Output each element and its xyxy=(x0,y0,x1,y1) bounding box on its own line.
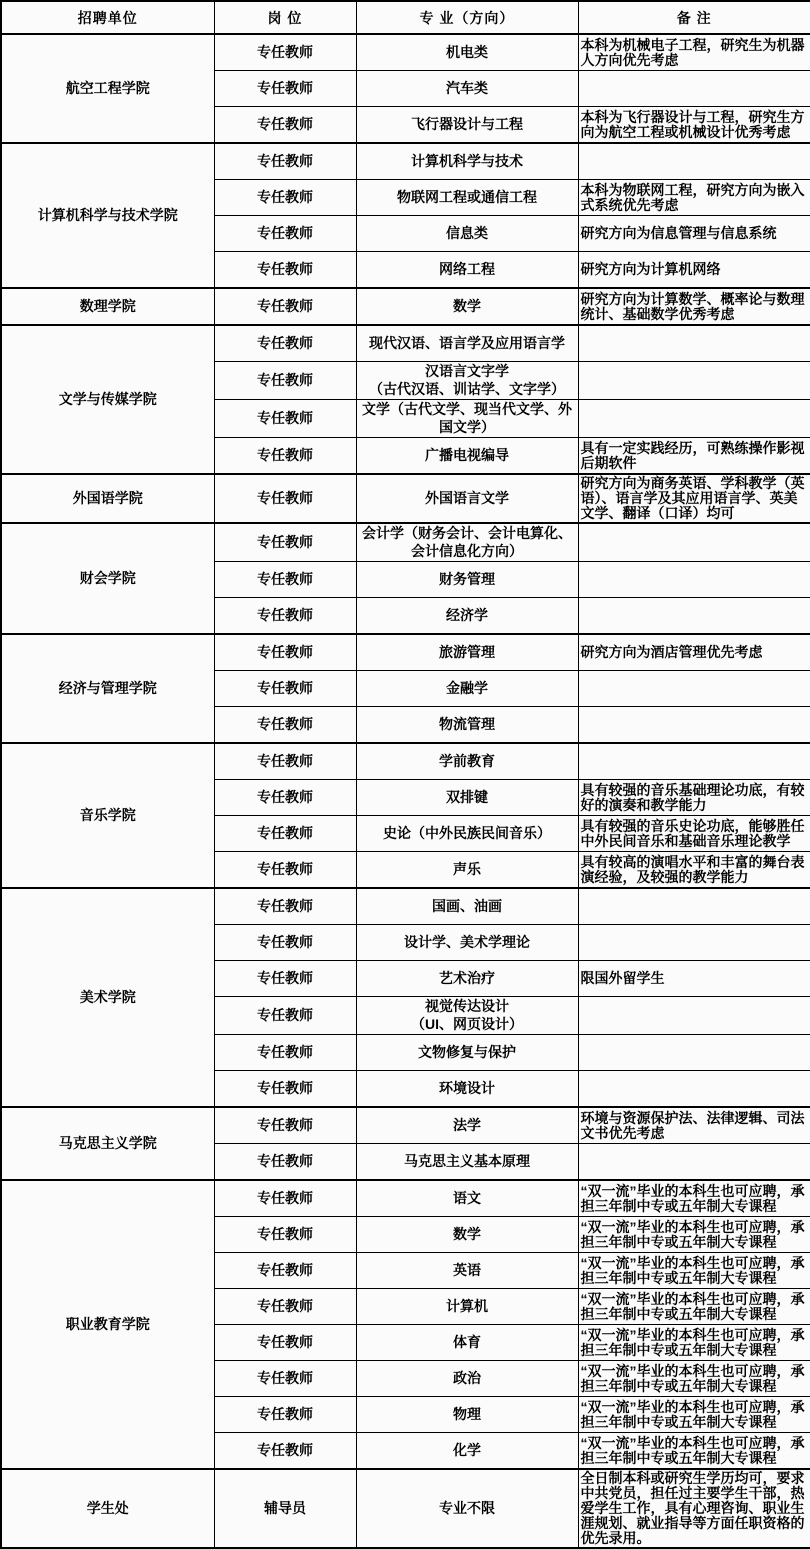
remark-cell: 研究方向为商务英语、学科教学（英语）、语言学及其应用语言学、英美文学、翻译（口译）均可 xyxy=(578,474,810,523)
position-cell: 专任教师 xyxy=(214,474,356,523)
position-cell: 专任教师 xyxy=(214,1107,356,1144)
remark-cell: 具有一定实践经历，可熟练操作影视后期软件 xyxy=(578,438,810,475)
table-row xyxy=(1,325,810,362)
position-cell: 专任教师 xyxy=(214,888,356,925)
major-cell: 环境设计 xyxy=(356,1071,578,1108)
unit-cell: 文学与传媒学院 xyxy=(1,325,214,474)
position-cell: 专任教师 xyxy=(214,852,356,889)
remark-cell: 环境与资源保护法、法律逻辑、司法文书优先考虑 xyxy=(578,1107,810,1144)
major-cell: 法学 xyxy=(356,1107,578,1144)
position-cell: 专任教师 xyxy=(214,362,356,400)
table-body xyxy=(1,34,810,1548)
position-cell: 专任教师 xyxy=(214,1253,356,1289)
remark-cell: “双一流”毕业的本科生也可应聘，承担三年制中专或五年制大专课程 xyxy=(578,1361,810,1397)
remark-cell: 限国外留学生 xyxy=(578,961,810,997)
major-cell: 文物修复与保护 xyxy=(356,1035,578,1071)
major-cell: 化学 xyxy=(356,1433,578,1470)
major-cell: 金融学 xyxy=(356,671,578,707)
remark-cell xyxy=(578,143,810,180)
position-cell: 专任教师 xyxy=(214,216,356,252)
unit-cell: 数理学院 xyxy=(1,288,214,325)
remark-cell xyxy=(578,362,810,400)
remark-cell: 全日制本科或研究生学历均可，要求中共党员，担任过主要学生干部，热爱学生工作，具有心理咨询、职业生涯规划、就业指导等方面任职资格的优先录用。 xyxy=(578,1469,810,1548)
table-row xyxy=(1,888,810,925)
major-cell: 设计学、美术学理论 xyxy=(356,925,578,961)
table-row xyxy=(1,634,810,671)
position-cell: 辅导员 xyxy=(214,1469,356,1548)
major-cell: 数学 xyxy=(356,1217,578,1253)
major-cell: 物联网工程或通信工程 xyxy=(356,180,578,216)
position-cell: 专任教师 xyxy=(214,1361,356,1397)
table-row xyxy=(1,1180,810,1217)
position-cell: 专任教师 xyxy=(214,107,356,144)
position-cell: 专任教师 xyxy=(214,1071,356,1108)
remark-cell: “双一流”毕业的本科生也可应聘，承担三年制中专或五年制大专课程 xyxy=(578,1180,810,1217)
major-cell: 艺术治疗 xyxy=(356,961,578,997)
major-cell: 广播电视编导 xyxy=(356,438,578,475)
remark-cell: “双一流”毕业的本科生也可应聘，承担三年制中专或五年制大专课程 xyxy=(578,1289,810,1325)
position-cell: 专任教师 xyxy=(214,288,356,325)
major-cell: 机电类 xyxy=(356,34,578,71)
remark-cell xyxy=(578,925,810,961)
table-row xyxy=(1,1469,810,1548)
remark-cell: “双一流”毕业的本科生也可应聘，承担三年制中专或五年制大专课程 xyxy=(578,1217,810,1253)
remark-cell: 本科为飞行器设计与工程，研究生方向为航空工程或机械设计优秀考虑 xyxy=(578,107,810,144)
position-cell: 专任教师 xyxy=(214,1325,356,1361)
col-header-unit: 招聘单位 xyxy=(1,1,214,34)
remark-cell xyxy=(578,671,810,707)
position-cell: 专任教师 xyxy=(214,252,356,289)
remark-cell: 具有较高的演唱水平和丰富的舞台表演经验，及较强的教学能力 xyxy=(578,852,810,889)
remark-cell: 具有较强的音乐史论功底，能够胜任中外民间音乐和基础音乐理论教学 xyxy=(578,816,810,852)
position-cell: 专任教师 xyxy=(214,707,356,744)
unit-cell: 美术学院 xyxy=(1,888,214,1107)
unit-cell: 经济与管理学院 xyxy=(1,634,214,743)
unit-cell: 财会学院 xyxy=(1,523,214,634)
major-cell: 国画、油画 xyxy=(356,888,578,925)
remark-cell xyxy=(578,888,810,925)
major-cell: 声乐 xyxy=(356,852,578,889)
remark-cell xyxy=(578,997,810,1035)
position-cell: 专任教师 xyxy=(214,438,356,475)
position-cell: 专任教师 xyxy=(214,780,356,816)
position-cell: 专任教师 xyxy=(214,562,356,598)
table-row xyxy=(1,34,810,71)
major-cell: 计算机科学与技术 xyxy=(356,143,578,180)
position-cell: 专任教师 xyxy=(214,634,356,671)
position-cell: 专任教师 xyxy=(214,1180,356,1217)
remark-cell: “双一流”毕业的本科生也可应聘，承担三年制中专或五年制大专课程 xyxy=(578,1253,810,1289)
position-cell: 专任教师 xyxy=(214,34,356,71)
remark-cell xyxy=(578,325,810,362)
major-cell: 数学 xyxy=(356,288,578,325)
remark-cell: “双一流”毕业的本科生也可应聘，承担三年制中专或五年制大专课程 xyxy=(578,1325,810,1361)
remark-cell xyxy=(578,523,810,562)
col-header-major: 专 业（方向） xyxy=(356,1,578,34)
remark-cell: “双一流”毕业的本科生也可应聘，承担三年制中专或五年制大专课程 xyxy=(578,1433,810,1470)
position-cell: 专任教师 xyxy=(214,1035,356,1071)
major-cell: 语文 xyxy=(356,1180,578,1217)
major-cell: 政治 xyxy=(356,1361,578,1397)
major-cell: 双排键 xyxy=(356,780,578,816)
position-cell: 专任教师 xyxy=(214,180,356,216)
major-cell: 物流管理 xyxy=(356,707,578,744)
position-cell: 专任教师 xyxy=(214,743,356,780)
major-cell: 汽车类 xyxy=(356,71,578,107)
remark-cell xyxy=(578,598,810,635)
major-cell: 旅游管理 xyxy=(356,634,578,671)
remark-cell xyxy=(578,400,810,438)
position-cell: 专任教师 xyxy=(214,1144,356,1181)
major-cell: 视觉传达设计 （UI、网页设计） xyxy=(356,997,578,1035)
table-row xyxy=(1,474,810,523)
position-cell: 专任教师 xyxy=(214,1217,356,1253)
position-cell: 专任教师 xyxy=(214,400,356,438)
major-cell: 马克思主义基本原理 xyxy=(356,1144,578,1181)
position-cell: 专任教师 xyxy=(214,816,356,852)
major-cell: 会计学（财务会计、会计电算化、会计信息化方向） xyxy=(356,523,578,562)
position-cell: 专任教师 xyxy=(214,71,356,107)
major-cell: 财务管理 xyxy=(356,562,578,598)
position-cell: 专任教师 xyxy=(214,523,356,562)
remark-cell xyxy=(578,1071,810,1108)
remark-cell xyxy=(578,1144,810,1181)
major-cell: 飞行器设计与工程 xyxy=(356,107,578,144)
major-cell: 现代汉语、语言学及应用语言学 xyxy=(356,325,578,362)
unit-cell: 计算机科学与技术学院 xyxy=(1,143,214,288)
major-cell: 学前教育 xyxy=(356,743,578,780)
table-header-row xyxy=(1,1,810,34)
major-cell: 计算机 xyxy=(356,1289,578,1325)
remark-cell xyxy=(578,1035,810,1071)
unit-cell: 学生处 xyxy=(1,1469,214,1548)
major-cell: 信息类 xyxy=(356,216,578,252)
table-row xyxy=(1,143,810,180)
major-cell: 史论（中外民族民间音乐） xyxy=(356,816,578,852)
remark-cell: 研究方向为酒店管理优先考虑 xyxy=(578,634,810,671)
remark-cell xyxy=(578,562,810,598)
remark-cell: 研究方向为计算机网络 xyxy=(578,252,810,289)
major-cell: 体育 xyxy=(356,1325,578,1361)
major-cell: 物理 xyxy=(356,1397,578,1433)
remark-cell: 研究方向为信息管理与信息系统 xyxy=(578,216,810,252)
major-cell: 经济学 xyxy=(356,598,578,635)
major-cell: 外国语言文学 xyxy=(356,474,578,523)
major-cell: 网络工程 xyxy=(356,252,578,289)
unit-cell: 职业教育学院 xyxy=(1,1180,214,1469)
remark-cell: “双一流”毕业的本科生也可应聘，承担三年制中专或五年制大专课程 xyxy=(578,1397,810,1433)
remark-cell xyxy=(578,743,810,780)
position-cell: 专任教师 xyxy=(214,925,356,961)
position-cell: 专任教师 xyxy=(214,1289,356,1325)
remark-cell xyxy=(578,71,810,107)
major-cell: 英语 xyxy=(356,1253,578,1289)
col-header-remark: 备 注 xyxy=(578,1,810,34)
remark-cell xyxy=(578,707,810,744)
position-cell: 专任教师 xyxy=(214,1433,356,1470)
major-cell: 文学（古代文学、现当代文学、外国文学） xyxy=(356,400,578,438)
position-cell: 专任教师 xyxy=(214,325,356,362)
remark-cell: 具有较强的音乐基础理论功底，有较好的演奏和教学能力 xyxy=(578,780,810,816)
unit-cell: 马克思主义学院 xyxy=(1,1107,214,1180)
remark-cell: 研究方向为计算数学、概率论与数理统计、基础数学优秀考虑 xyxy=(578,288,810,325)
col-header-position: 岗 位 xyxy=(214,1,356,34)
unit-cell: 音乐学院 xyxy=(1,743,214,888)
unit-cell: 外国语学院 xyxy=(1,474,214,523)
position-cell: 专任教师 xyxy=(214,671,356,707)
major-cell: 专业不限 xyxy=(356,1469,578,1548)
table-row xyxy=(1,1107,810,1144)
position-cell: 专任教师 xyxy=(214,598,356,635)
remark-cell: 本科为机械电子工程，研究生为机器人方向优先考虑 xyxy=(578,34,810,71)
position-cell: 专任教师 xyxy=(214,1397,356,1433)
unit-cell: 航空工程学院 xyxy=(1,34,214,143)
major-cell: 汉语言文字学 （古代汉语、训诂学、文字学） xyxy=(356,362,578,400)
table-row xyxy=(1,743,810,780)
table-row xyxy=(1,523,810,562)
position-cell: 专任教师 xyxy=(214,143,356,180)
position-cell: 专任教师 xyxy=(214,961,356,997)
table-row xyxy=(1,288,810,325)
position-cell: 专任教师 xyxy=(214,997,356,1035)
remark-cell: 本科为物联网工程，研究方向为嵌入式系统优先考虑 xyxy=(578,180,810,216)
